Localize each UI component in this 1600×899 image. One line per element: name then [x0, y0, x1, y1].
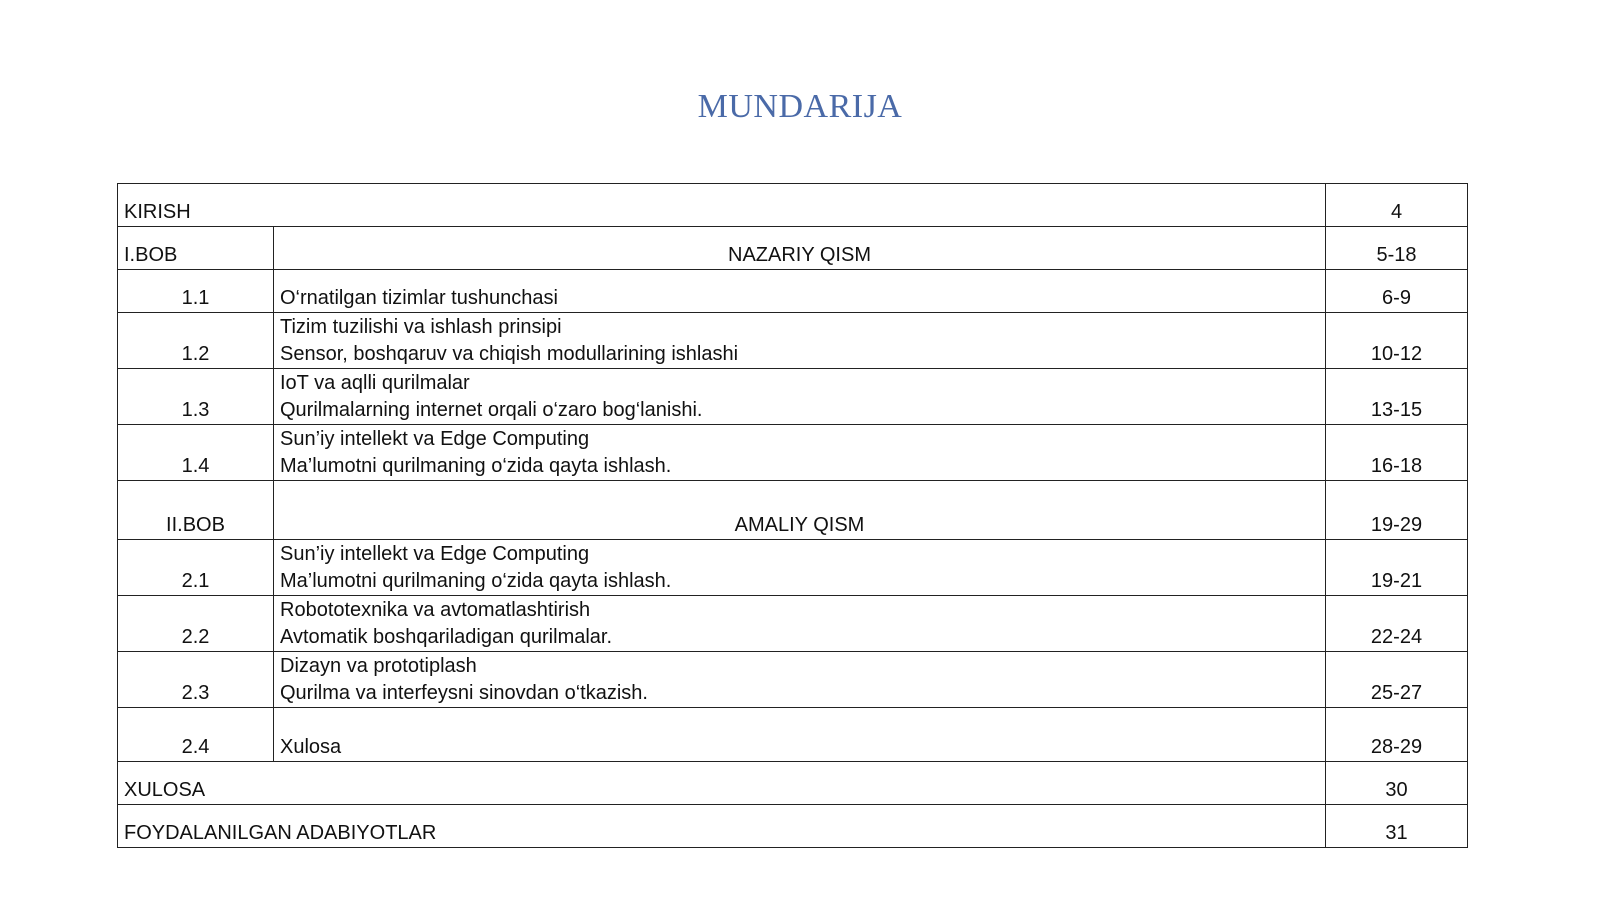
toc-row-section-2-4	[118, 708, 1468, 762]
toc-row-section-2-2	[118, 596, 1468, 652]
toc-row-section-1-1	[118, 270, 1468, 313]
section-subtitle-line: Ma’lumotni qurilmaning o‘zida qayta ishlash.	[280, 455, 672, 477]
toc-row-section-2-1	[118, 540, 1468, 596]
chapter-2-pages: 19-29	[1326, 481, 1468, 540]
toc-row-section-1-2	[118, 313, 1468, 369]
section-number: 1.2	[118, 313, 274, 369]
section-subtitle-line: Avtomatik boshqariladigan qurilmalar.	[280, 626, 613, 648]
section-title	[274, 540, 1326, 596]
section-title	[274, 270, 1326, 313]
section-subtitle-line: Qurilmalarning internet orqali o‘zaro bog‘lanishi.	[280, 399, 703, 421]
section-pages: 22-24	[1326, 596, 1468, 652]
section-number: 1.1	[118, 270, 274, 313]
toc-row-chapter-1	[118, 227, 1468, 270]
section-pages: 16-18	[1326, 425, 1468, 481]
section-number: 2.4	[118, 708, 274, 762]
section-title-line: Dizayn va prototiplash	[280, 655, 477, 677]
section-title	[274, 596, 1326, 652]
section-pages: 6-9	[1326, 270, 1468, 313]
section-title-line: Xulosa	[280, 736, 342, 758]
toc-references-pages: 31	[1326, 805, 1468, 848]
toc-row-intro	[118, 184, 1468, 227]
section-title	[274, 369, 1326, 425]
toc-row-references	[118, 805, 1468, 848]
section-pages: 28-29	[1326, 708, 1468, 762]
section-subtitle-line: Ma’lumotni qurilmaning o‘zida qayta ishlash.	[280, 570, 672, 592]
section-pages: 19-21	[1326, 540, 1468, 596]
table-of-contents	[117, 183, 1468, 848]
section-title-line: Tizim tuzilishi va ishlash prinsipi	[280, 316, 562, 338]
section-pages: 25-27	[1326, 652, 1468, 708]
toc-references-label: FOYDALANILGAN ADABIYOTLAR	[118, 805, 1326, 848]
section-pages: 13-15	[1326, 369, 1468, 425]
section-number: 2.2	[118, 596, 274, 652]
section-number: 2.3	[118, 652, 274, 708]
section-number: 1.3	[118, 369, 274, 425]
section-subtitle-line: Qurilma va interfeysni sinovdan o‘tkazish.	[280, 682, 648, 704]
section-title-line: IoT va aqlli qurilmalar	[280, 372, 470, 394]
page-title: MUNDARIJA	[697, 88, 903, 125]
chapter-2-title: AMALIY QISM	[274, 481, 1326, 540]
toc-row-section-1-4	[118, 425, 1468, 481]
section-title-line: Sun’iy intellekt va Edge Computing	[280, 428, 590, 450]
toc-conclusion-label: XULOSA	[118, 762, 1326, 805]
chapter-1-number: I.BOB	[118, 227, 274, 270]
section-pages: 10-12	[1326, 313, 1468, 369]
toc-intro-pages: 4	[1326, 184, 1468, 227]
toc-row-conclusion	[118, 762, 1468, 805]
toc-conclusion-pages: 30	[1326, 762, 1468, 805]
section-title	[274, 425, 1326, 481]
chapter-2-number: II.BOB	[118, 481, 274, 540]
section-number: 1.4	[118, 425, 274, 481]
section-title-line: Robototexnika va avtomatlashtirish	[280, 599, 591, 621]
section-title	[274, 652, 1326, 708]
toc-intro-label: KIRISH	[118, 184, 1326, 227]
section-title-line: O‘rnatilgan tizimlar tushunchasi	[280, 287, 558, 309]
toc-row-section-2-3	[118, 652, 1468, 708]
section-number: 2.1	[118, 540, 274, 596]
toc-row-chapter-2	[118, 481, 1468, 540]
chapter-1-pages: 5-18	[1326, 227, 1468, 270]
section-subtitle-line: Sensor, boshqaruv va chiqish modullarining ishlashi	[280, 343, 739, 365]
chapter-1-title: NAZARIY QISM	[274, 227, 1326, 270]
section-title	[274, 313, 1326, 369]
toc-row-section-1-3	[118, 369, 1468, 425]
section-title	[274, 708, 1326, 762]
section-title-line: Sun’iy intellekt va Edge Computing	[280, 543, 590, 565]
